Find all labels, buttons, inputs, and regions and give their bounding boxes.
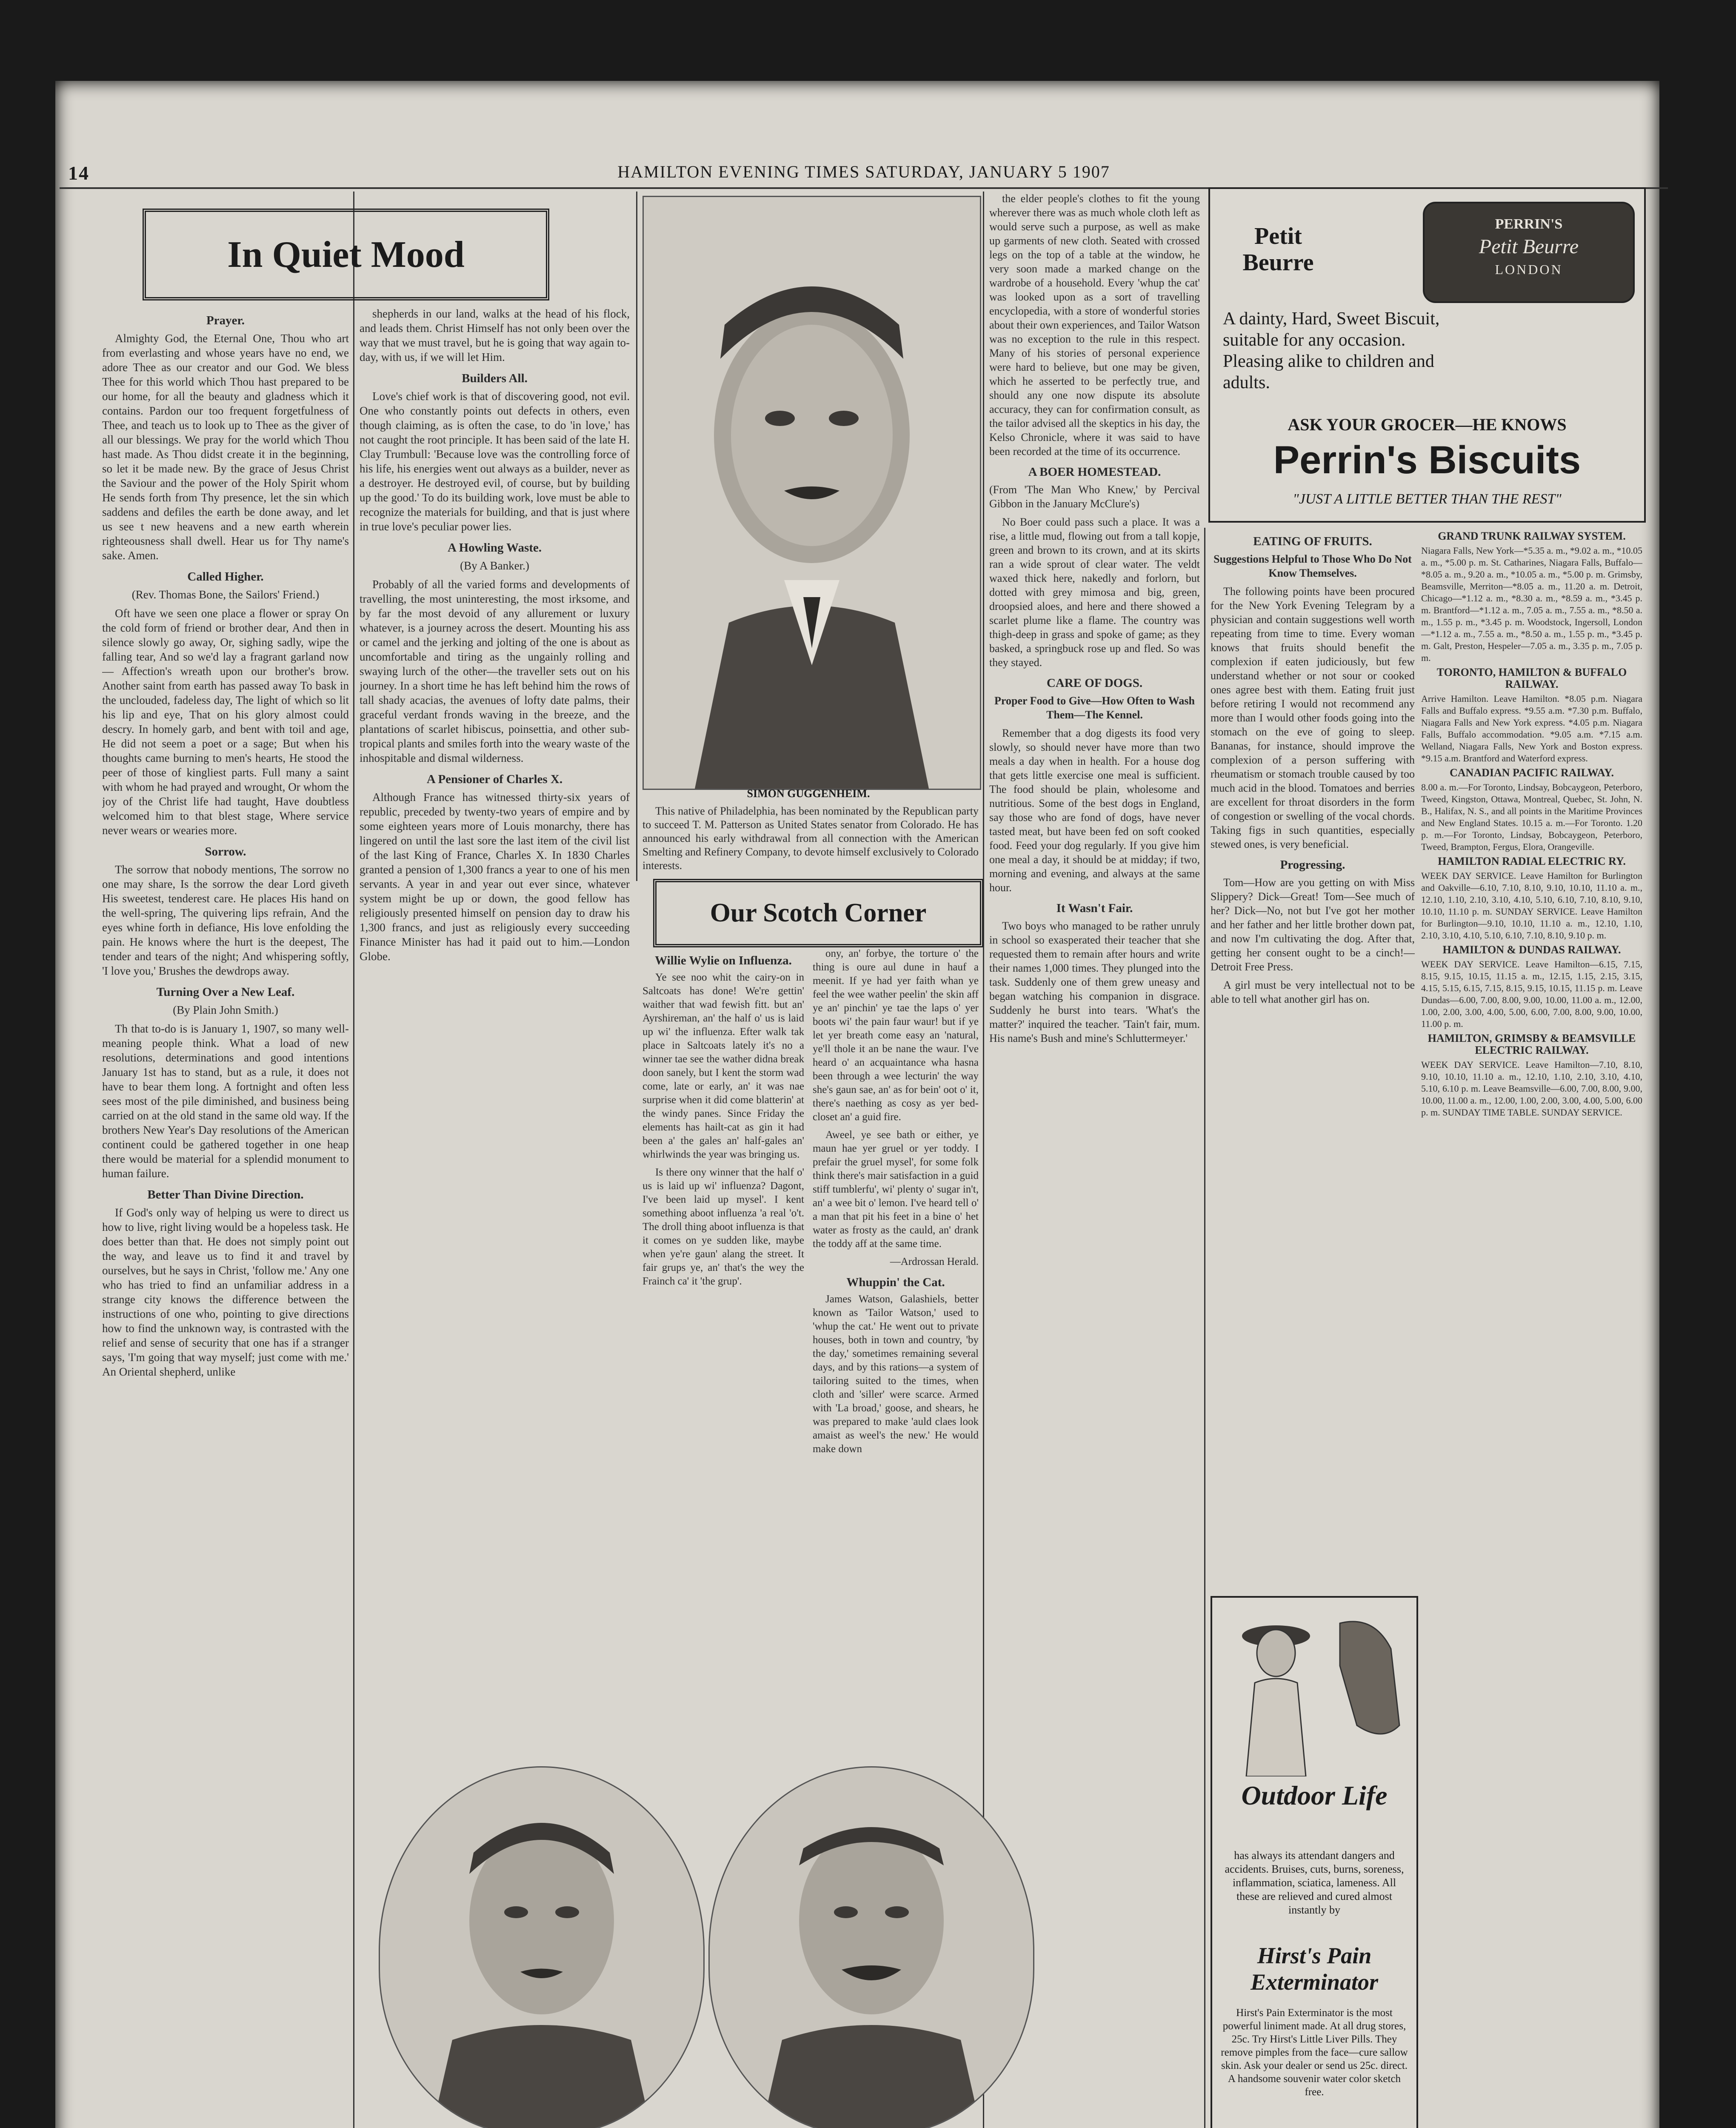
wasnt-fair-title: It Wasn't Fair. xyxy=(1056,901,1133,915)
pensioner-text: Although France has witnessed thirty-six years of republic, preceded by twenty-two years of empire and by some eighteen years more of Louis monarchy, there has lingered on until the last sore the last item of the civil list of the last King of France, Charles X. In 1830 Charles granted a pension of 1,300 francs a year to one of his men servants. A year in and year out ever since, whatever system might be up or down, the good fellow has religiously presented himself on pension day to draw his 1,300 francs, and just as religiously every succeeding Finance Minister has had it paid out to him.—London Globe. xyxy=(360,791,630,963)
eating-fruits-sub: Suggestions Helpful to Those Who Do Not Know Themselves. xyxy=(1213,553,1412,579)
eating-fruits-title: EATING OF FRUITS. xyxy=(1253,535,1372,548)
scotch-corner-heading: Our Scotch Corner xyxy=(653,879,983,947)
prayer-text: Almighty God, the Eternal One, Thou who art from everlasting and whose years have no end, we adore Thee as our creator and our God. We bless Thee for this world which Thou hast prepared to be our home, for all the beauty and gladness which it contains. Pardon our too frequent forgetfulness of Thee, and teach us to look up to Thee as the giver of all our blessings. We pray for the world which Thou hast made. As Thou didst create it in the beginning, so let it be made new. By the grace of Jesus Christ the Saviour and the power of the Holy Spirit whom He sends forth from Thy presence, let the sin which saddens and defiles the earth be done away, and let us see t new heavens and a new earth wherein righteousness shall dwell. Hear us for Thy name's sake. Amen. xyxy=(102,332,349,562)
howling-waste-title: A Howling Waste. xyxy=(447,541,542,555)
thb-railway-title: TORONTO, HAMILTON & BUFFALO RAILWAY. xyxy=(1436,666,1627,690)
badge-mid: Petit Beurre xyxy=(1479,235,1579,258)
cpr-title: CANADIAN PACIFIC RAILWAY. xyxy=(1450,767,1614,779)
grimsby-beamsville-title: HAMILTON, GRIMSBY & BEAMSVILLE ELECTRIC RAILWAY. xyxy=(1428,1032,1636,1056)
new-leaf-byline: (By Plain John Smith.) xyxy=(173,1004,278,1016)
influenza-text-1: Ye see noo whit the cairy-on in Saltcoats has done! We're gettin' waither that wad fewish fitt. but an' Ayrshireman, an' the half o' us is laid up wi' the influenza. Efter walk tak place in Saltcoats lately it's no a winner tae see the wather didna break doon sanely, but I kent the storm wad come, late or early, an' it was nae surprise when it did come blatterin' at the windy panes. Since Friday the elements has hailt-cat as gin it had been a' the gales an' half-gales an' whirlwinds the year was bringing us. xyxy=(642,972,804,1160)
influenza-title: Willie Wylie on Influenza. xyxy=(655,954,792,967)
boer-homestead-title: A BOER HOMESTEAD. xyxy=(1028,465,1161,479)
care-of-dogs-text: Remember that a dog digests its food very slowly, so should never have more than two meals a day when in health. For a house dog that gets little exercise one meal is sufficient. The food should be plain, wholesome and nutritious. Some of the best dogs in England, say those who are fond of dogs, have never tasted meat, but have been fed on soft cooked food. Feed your dog regularly. If you give him one meal a day, it should be at midday; if two, morning and evening, and always at the same hour. xyxy=(989,727,1200,894)
hirsts-pain-exterminator-ad xyxy=(1211,1596,1418,2128)
howling-waste-text: Probably of all the varied forms and developments of travelling, the most uninteresting, the most irksome, and by far the most devoid of any allurement or luxury whatever, is a journey across the desert. Mounting his ass or camel and the jerking and jolting of the one is about as uncomfortable and tiring as the ungainly rolling and swaying lurch of the other—the traveller sets out on his journey. In a short time he has left behind him the rows of tall shady acacias, the avenues of lofty date palms, their graceful verdant fronds waving in the breeze, and the plantations of scarlet hibiscus, poinsettia, and other sub-tropical plants and smiles forth into the weary waste of the inhospitable and dismal wilderness. xyxy=(360,578,630,764)
howling-waste-byline: (By A Banker.) xyxy=(460,559,529,572)
influenza-text-3: Is there ony winner that the half o' us is laid up wi' influenza? Dagont, I've been laid up mysel'. I kent something aboot influenza 'a real 'o't. The droll thing aboot influenza is that it comes on ye sudden like, maybe when ye're gaun' alang the street. It fair grups ye, an' that's the wey the Frainch ca' it 'the grup'. xyxy=(642,1167,804,1287)
hamilton-dundas-title: HAMILTON & DUNDAS RAILWAY. xyxy=(1442,944,1621,956)
page-header xyxy=(60,162,1668,189)
scotch-column-a xyxy=(642,947,804,1756)
radial-electric-text: WEEK DAY SERVICE. Leave Hamilton for Burlington and Oakville—6.10, 7.10, 8.10, 9.10, 10.10, 11.10 a. m., 12.10, 1.10, 2.10, 3.10, 4.10, 5.10, 6.10, 7.10, 8.10, 9.10, 10.10, 11.10 p. m. SUNDAY SERVICE. Leave Hamilton for Burlington—9.10, 10.10, 11.10 a. m., 12.10, 1.10, 2.10, 3.10, 4.10, 5.10, 6.10, 7.10, 8.10, 9.10 p. m. xyxy=(1421,870,1642,941)
page-title: HAMILTON EVENING TIMES SATURDAY, JANUARY 5 1907 xyxy=(617,162,1110,181)
care-of-dogs-title: CARE OF DOGS. xyxy=(1046,676,1143,690)
perrin-slogan: "JUST A LITTLE BETTER THAN THE REST" xyxy=(1293,491,1562,507)
column-rule xyxy=(636,192,637,881)
hamilton-dundas-text: WEEK DAY SERVICE. Leave Hamilton—6.15, 7.15, 8.15, 9.15, 10.15, 11.15 a. m., 12.15, 1.15, 2.15, 3.15, 4.15, 5.15, 6.15, 7.15, 8.15, 9.15, 10.15, 11.15 p. m. Leave Dundas—6.00, 7.00, 8.00, 9.00, 10.00, 11.00 a. m., 12.00, 1.00, 2.00, 3.00, 4.00, 5.00, 6.00, 7.00, 8.00, 9.00, 10.00, 11.00 p. m. xyxy=(1421,959,1642,1029)
col2-continued-text: shepherds in our land, walks at the head of his flock, and leads them. Christ Himself has not only been over the way that we must travel, but he is going that way again to-day, with us, if we will let Him. xyxy=(360,307,630,363)
fairchild-portrait xyxy=(708,1766,1034,2128)
influenza-text-4: Aweel, ye see bath or either, ye maun hae yer gruel or yer toddy. I prefair the gruel mysel', for some folk think there's mair satisfaction in a guid stiff tumblerfu', wi' plenty o' sugar in't, an' a wee bit o' lemon. I've heard tell o' a man that pit his feet in a bine o' het water as frosty as the cauld, an' drank the toddy aff at the same time. xyxy=(813,1129,979,1250)
progressing-text: Tom—How are you getting on with Miss Slippery? Dick—Great! Tom—See much of her? Dick—No, not but I've got her mother and her father and her little brother down pat, and now I'm cultivating the dog. After that, getting her consent ought to be a cinch!—Detroit Free Press. xyxy=(1211,876,1415,973)
guggenheim-caption: SIMON GUGGENHEIM. xyxy=(747,787,870,800)
perrin-blurb: A dainty, Hard, Sweet Biscuit, suitable for any occasion. Pleasing alike to children and adults. xyxy=(1223,309,1440,392)
perrin-ask-grocer: ASK YOUR GROCER—HE KNOWS xyxy=(1288,415,1567,434)
new-leaf-title: Turning Over a New Leaf. xyxy=(156,985,295,999)
influenza-text-2: ony, an' forbye, the torture o' the thing is oure aul dune in hauf a meenit. If ye had yer faith whan ye feel the wee wather peelin' the skin aff ye an' pinchin' ye tae the laps o' yer boots wi' the pain faur waur! but if ye let yer breath come easy an 'natural, ye'll thole it an be nane the waur. I've heard o' an acquaintance wha hasna been through a wee lecturin' the way she's gaun sae, an' as for bein' oot o' it, there's naething as cosy as yer bed-closet an' a guid fire. xyxy=(813,948,979,1123)
fairchild-engraving xyxy=(710,1768,1033,2128)
divine-direction-title: Better Than Divine Direction. xyxy=(147,1188,304,1201)
perkins-portrait xyxy=(379,1766,705,2128)
perrin-brand: Perrin's Biscuits xyxy=(1273,438,1581,482)
grimsby-beamsville-text: WEEK DAY SERVICE. Leave Hamilton—7.10, 8.10, 9.10, 10.10, 11.10 a. m., 12.10, 1.10, 2.10, 3.10, 4.10, 5.10, 6.10 p. m. Leave Beamsville—6.00, 7.00, 8.00, 9.00, 10.00, 11.00 a. m., 12.00, 1.00, 2.00, 3.00, 4.00, 5.00, 6.00 p. m. SUNDAY TIME TABLE. SUNDAY SERVICE. xyxy=(1421,1059,1642,1118)
whuppin-continued-text: the elder people's clothes to fit the young wherever there was as much whole cloth left as would serve such a purpose, as well as make up garments of new cloth. Seated with crossed legs on the top of a table at the window, he very soon made a marked change on the wardrobe of a household. Every 'whup the cat' was looked upon as a sort of travelling encyclopedia, with a store of wonderful stories about their own experiences, and Tailor Watson was no exception to the rule in this respect. Many of his stories of personal experience were hard to believe, but one may be given, which he asserted to be perfectly true, and should any one now dispute its absolute accuracy, they can for confirmation consult, as the tailor advised all the skeptics in his day, the Kelso Chronicle, where it was said to have been recorded at the time of its occurrence. xyxy=(989,192,1200,458)
hirst-text-2: Hirst's Pain Exterminator is the most powerful liniment made. At all drug stores, 25c. Try Hirst's Little Liver Pills. They remove pimples from the face—cure sallow skin. Ask your dealer or send us 25c. direct. A handsome souvenir water color sketch free. xyxy=(1221,2007,1408,2098)
pensioner-title: A Pensioner of Charles X. xyxy=(426,772,563,786)
in-quiet-mood-heading: In Quiet Mood xyxy=(143,209,549,300)
hirst-text-1: has always its attendant dangers and accidents. Bruises, cuts, burns, soreness, inflammation, sciatica, lameness. All these are relieved and cured almost instantly by xyxy=(1225,1849,1404,1916)
boer-homestead-text: No Boer could pass such a place. It was a rise, a little mud, flowing out from a tall kopje, green and brown to its crown, and at its skirts ran a wide sprout of clear water. The veldt waxed thick here, nakedly and forlorn, but dotted with grey mimosa and big, green, droopsied aloes, and here and there showed a scarlet plume like a flame. The country was thigh-deep in grass and spoke of game; as they basked, a springbuck rose up and fled. So was they stayed. xyxy=(989,516,1200,669)
page-number: 14 xyxy=(68,162,89,184)
divine-direction-text: If God's only way of helping us were to direct us how to live, right living would be a hopeless task. He does better than that. He does not simply point out the way, and leave us to find it and travel by ourselves, but he says in Christ, 'follow me.' Any one who has tried to find an unfamiliar address in a strange city knows the difference between the instructions of one who, pointing to give directions how to find the unknown way, is contrasted with the relief and sense of security that one has if a stranger says, 'I'm going that way myself; just come with me.' An Oriental shepherd, unlike xyxy=(102,1206,349,1378)
progressing-title: Progressing. xyxy=(1280,858,1345,872)
called-higher-title: Called Higher. xyxy=(187,570,264,583)
builders-all-text: Love's chief work is that of discovering good, not evil. One who constantly points out defects in others, even though claiming, as is often the case, to do 'in love,' has not caught the root principle. It has been said of the late H. Clay Trumbull: 'Because love was the controlling force of his life, his energies went out always as a builder, never as a destroyer. He destroyed evil, of course, but by building up the good.' To do its building work, love must be able to recognize the materials for building, and that is just where in true love's peculiar power lies. xyxy=(360,390,630,533)
hirst-brand: Hirst's Pain Exterminator xyxy=(1250,1943,1379,1995)
badge-bottom: LONDON xyxy=(1495,262,1563,277)
petit-beurre-heading: Petit Beurre xyxy=(1242,223,1314,276)
called-higher-text: Oft have we seen one place a flower or spray On the cold form of friend or brother dear, And then in silence slowly go away, Or, sighing sadly, wipe the falling tear, And so we'd lay a fragrant garland now— Affection's wreath upon our brother's brow. Another saint from earth has passed away To bask in the unclouded, fadeless day, The light of which so lit his lip and eye, That on his glory almost could descry. In homely garb, and bent with toil and age, He did not seem a poet or a sage; But when his thoughts came burning to men's hearts, He stood the peer of those of kingliest parts. Full many a saint with whom he had prayed and wrought, Or whom the joy of the Christ life had taught, Have doubtless welcomed him to that blest stage, Where service never wears or wearies more. xyxy=(102,607,349,837)
grand-trunk-title: GRAND TRUNK RAILWAY SYSTEM. xyxy=(1438,530,1626,542)
biscuit-badge xyxy=(1423,202,1635,303)
girl-quip: A girl must be very intellectual not to be able to tell what another girl has on. xyxy=(1211,979,1415,1005)
perkins-engraving xyxy=(380,1768,703,2128)
whuppin-title: Whuppin' the Cat. xyxy=(846,1276,945,1289)
fruits-column xyxy=(1211,528,1415,1592)
boer-homestead-byline: (From 'The Man Who Knew,' by Percival Gibbon in the January McClure's) xyxy=(989,483,1200,510)
builders-all-title: Builders All. xyxy=(462,372,528,385)
sorrow-text: The sorrow that nobody mentions, The sorrow no one may share, Is the sorrow the dear Lord giveth His sweetest, tenderest care. He places His hand on the well-spring, The quivering lips refrain, And the eyes whine forth in defiance, His love enfolding the pain. He knows where the hurt is the deepest, The tender and tears of the night; And whispering softly, 'I love you,' Brushes the dewdrops away. xyxy=(102,863,349,977)
prayer-title: Prayer. xyxy=(206,314,245,327)
eating-fruits-text: The following points have been procured for the New York Evening Telegram by a physician and contain suggestions well worth repeating from time to time. Every woman knows that fruits should benefit the complexion if eaten judiciously, but few understand whether or not sour or cooked ones agree best with them. Eating fruit just before retiring I would not recommend any more than I would other foods going into the stomach on the eve of going to sleep. Bananas, for instance, should improve the complexion of a person suffering with rheumatism or stomach trouble caused by too much acid in the blood. Tomatoes and berries are excellent for throat disorders in the form of congestion or swelling of the vocal chords. Taking figs in such quantities, especially stewed ones, is very beneficial. xyxy=(1211,585,1415,850)
thb-railway-text: Arrive Hamilton. Leave Hamilton. *8.05 p.m. Niagara Falls and Buffalo express. *9.55 a.m. *7.30 p.m. Buffalo, Niagara Falls and New York express. *4.05 p.m. Niagara Falls, Buffalo accommodation. *9.05 a.m. *7.15 a.m. Welland, Niagara Falls, New York and Boston express. *9.15 a.m. Brantford and Waterford express. xyxy=(1421,693,1642,764)
guggenheim-text: This native of Philadelphia, has been nominated by the Republican party to succeed T. M. Patterson as United States senator from Colorado. He has announced his early withdrawal from all connection with the American Smelting and Refinery Company, to devote himself exclusively to Colorado interests. xyxy=(642,805,979,872)
whuppin-text: James Watson, Galashiels, better known as 'Tailor Watson,' used to 'whup the cat.' He went out to private houses, both in town and country, 'by the day,' sometimes remaining several days, and by this rations—a system of tailoring suited to the times, when cloth and 'siller' were scarce. Armed with 'La broad,' goose, and shears, he was prepared to make 'auld claes look amaist as weel's the new.' He would make down xyxy=(813,1293,979,1455)
column-rule xyxy=(1204,528,1205,2128)
perrins-biscuits-ad xyxy=(1208,187,1646,523)
column-1 xyxy=(102,306,349,2128)
guggenheim-portrait xyxy=(642,196,981,790)
column-2 xyxy=(360,306,630,1753)
influenza-byline: —Ardrossan Herald. xyxy=(890,1256,979,1267)
sorrow-title: Sorrow. xyxy=(205,845,246,858)
care-of-dogs-sub: Proper Food to Give—How Often to Wash Them—The Kennel. xyxy=(994,695,1195,721)
wasnt-fair-text: Two boys who managed to be rather unruly in school so exasperated their teacher that she requested them to remain after hours and write their names 1,000 times. They plunged into the task. Suddenly one of them grew uneasy and began watching his companion in disgrace. Suddenly he burst into tears. 'What's the matter?' inquired the teacher. 'Tain't fair, mum. His name's Bush and mine's Schluttermeyer.' xyxy=(989,920,1200,1044)
called-higher-byline: (Rev. Thomas Bone, the Sailors' Friend.) xyxy=(131,588,320,601)
outdoor-life-title: Outdoor Life xyxy=(1241,1780,1388,1811)
new-leaf-text: Th that to-do is is January 1, 1907, so many well-meaning people think. What a load of new resolutions, determinations and good intentions January 1st has to stand, but as a rule, it does not have to bear them long. A fortnight and often less sees most of the pile diminished, and business being carried on at the old stand in the same old way. If the brothers New Year's Day resolutions of the American continent could be gathered together in one heap there would be material for a splendid monument to human failure. xyxy=(102,1022,349,1180)
column-rule xyxy=(353,192,354,2128)
portrait-engraving xyxy=(644,197,980,789)
scotch-column-b xyxy=(813,947,979,1756)
column-4 xyxy=(989,192,1200,2128)
railway-timetables xyxy=(1421,528,1642,2128)
grand-trunk-text: Niagara Falls, New York—*5.35 a. m., *9.02 a. m., *10.05 a. m., *5.00 p. m. St. Catharines, Niagara Falls, Buffalo—*8.05 a. m., 9.20 a. m., *10.05 a. m., *5.00 p. m. Grimsby, Beamsville, Merriton—*8.05 a. m., 11.20 a. m. Detroit, Chicago—*1.12 a. m., *8.30 a. m., *8.59 a. m., *3.45 p. m. Brantford—*1.12 a. m., 7.05 a. m., 7.55 a. m., *8.50 a. m., 1.55 p. m., *3.45 p. m. Woodstock, Ingersoll, London—*1.12 a. m., 7.55 a. m., *8.50 a. m., 1.55 p. m., *3.45 p. m. Galt, Preston, Hespeler—7.05 a. m., 3.35 p. m., 7.05 p. m. xyxy=(1421,545,1642,663)
badge-top: PERRIN'S xyxy=(1495,216,1563,232)
radial-electric-title: HAMILTON RADIAL ELECTRIC RY. xyxy=(1438,855,1626,867)
guggenheim-text-block xyxy=(642,804,979,877)
cowboy-horse-illustration xyxy=(1212,1598,1416,1776)
cpr-text: 8.00 a. m.—For Toronto, Lindsay, Bobcaygeon, Peterboro, Tweed, Kingston, Ottawa, Montreal, Quebec, St. John, N. B., Halifax, N. S., and all points in the Maritime Provinces and New England States. 10.15 a. m.—For Toronto. 1.20 p. m.—For Toronto, Lindsay, Bobcaygeon, Peterboro, Tweed, Brampton, Fergus, Elora, Orangeville. xyxy=(1421,782,1642,852)
